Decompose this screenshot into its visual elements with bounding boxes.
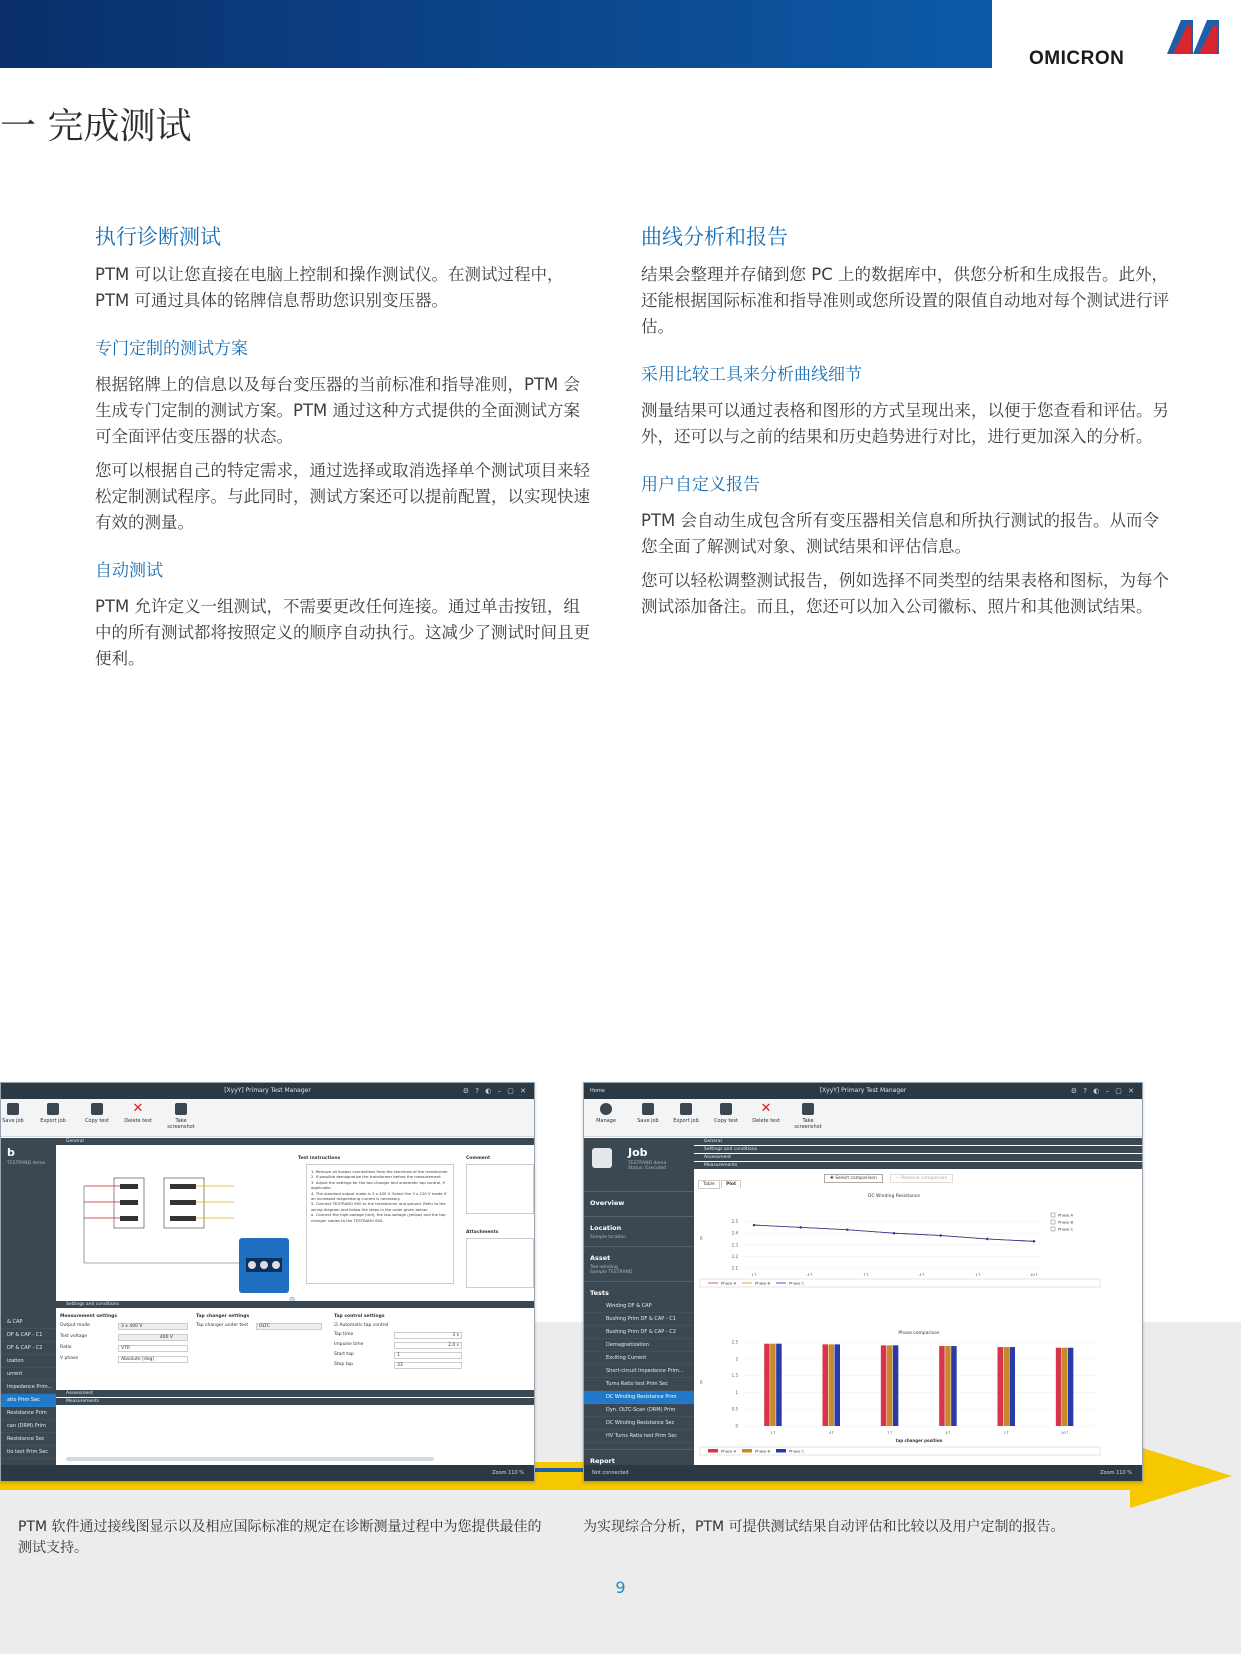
sidebar-test-item[interactable]: DF & CAP - C2: [1, 1342, 56, 1355]
wiring-diagram: [64, 1148, 304, 1308]
test-item[interactable]: Turns Ratio test Prim Sec: [584, 1378, 694, 1391]
setting-row[interactable]: Ratio VTR: [60, 1345, 200, 1356]
sidebar-test-item[interactable]: Impedance Prim...: [1, 1381, 56, 1394]
window-controls-icon[interactable]: ⚙ ? ◐ – ▢ ✕: [462, 1087, 528, 1095]
paragraph: 根据铭牌上的信息以及每台变压器的当前标准和指导准则，PTM 会生成专门定制的测试方案。PTM 通过这种方式提供的全面测试方案可全面评估变压器的状态。: [95, 375, 581, 446]
instruction-item: a. Connect the high-voltage (red), the low-voltage (yellow) and the tap changer cables to the TESTRANO 600.: [311, 1212, 446, 1223]
setting-row[interactable]: Impulse time 2.0 s: [334, 1342, 464, 1352]
toolbar: [1, 1099, 534, 1137]
bar: [764, 1344, 770, 1426]
subsection-heading: 专门定制的测试方案: [95, 339, 248, 359]
tap-changer-settings: [196, 1314, 326, 1334]
section-heading: 执行诊断测试: [95, 225, 221, 249]
data-point: [846, 1229, 848, 1231]
page-title: 一 完成测试: [0, 106, 192, 147]
chart-title: Phase comparison: [898, 1331, 940, 1336]
measurement-settings: [60, 1314, 200, 1367]
instruction-item: 2. If possible demagnetize the transformer before the measurement.: [311, 1174, 442, 1180]
comment-label: Comment: [466, 1156, 491, 1161]
y-tick-label: 2.3: [731, 1242, 738, 1248]
setting-row[interactable]: Tap time 3 s: [334, 1332, 464, 1342]
sidebar-job-sub: TESTRANO demo: [628, 1161, 667, 1166]
chart-title: DC Winding Resistance: [868, 1194, 920, 1199]
connection-status: Not connected: [592, 1470, 629, 1476]
horizontal-scrollbar[interactable]: [66, 1457, 434, 1461]
test-item[interactable]: Dyn. OLTC-Scan (DRM) Prim: [584, 1404, 694, 1417]
sidebar-job-status: Status: Executed: [628, 1166, 667, 1171]
zoom-level[interactable]: Zoom 110 %: [492, 1470, 524, 1476]
subsection-heading: 自动测试: [95, 561, 163, 581]
paragraph: 您可以根据自己的特定需求，通过选择或取消选择单个测试项目来轻松定制测试程序。与此同时，测试方案还可以提前配置，以实现快速有效的测量。: [95, 461, 590, 532]
legend-checkbox-icon: [1051, 1213, 1055, 1217]
x-tick-label: 1↑: [975, 1272, 981, 1277]
paragraph: PTM 可以让您直接在电脑上控制和操作测试仪。在测试过程中，PTM 可通过具体的铭牌信息帮助您识别变压器。: [95, 265, 564, 310]
camera-icon: [802, 1103, 814, 1115]
sidebar-test-item-selected[interactable]: atio Prim Sec: [1, 1394, 56, 1407]
legend-swatch: [742, 1449, 752, 1453]
test-item-selected[interactable]: DC Winding Resistance Prim: [584, 1391, 694, 1404]
section-general[interactable]: General: [56, 1138, 534, 1145]
x-tick-label: 10↑: [1060, 1430, 1069, 1435]
zoom-level[interactable]: Zoom 110 %: [1100, 1470, 1132, 1476]
copy-test-button[interactable]: Copy test: [706, 1103, 746, 1124]
save-icon: [7, 1103, 19, 1115]
y-tick-label: 0: [735, 1423, 738, 1429]
export-job-button[interactable]: Export job: [666, 1103, 706, 1124]
test-item[interactable]: Short-circuit Impedance Prim...: [584, 1365, 694, 1378]
legend-checkbox-icon: [1051, 1220, 1055, 1224]
sidebar: [584, 1138, 694, 1465]
y-tick-label: 2.5: [731, 1219, 738, 1225]
legend-label: Phase A: [721, 1448, 737, 1454]
section-measurements[interactable]: Measurements: [56, 1398, 534, 1405]
x-tick-label: 4↑: [828, 1430, 835, 1435]
copy-icon: [91, 1103, 103, 1115]
x-tick-label: 4↑: [945, 1430, 951, 1435]
legend-label: Phase A: [1058, 1212, 1074, 1218]
legend-label: Phase B: [755, 1280, 771, 1286]
bar: [770, 1344, 776, 1426]
x-tick-label: 1↑: [751, 1272, 757, 1277]
manage-button[interactable]: Manage: [586, 1103, 626, 1124]
section-settings[interactable]: Settings and conditions: [56, 1301, 534, 1308]
y-axis-label: R: [700, 1380, 703, 1385]
subsection-heading: 采用比较工具来分析曲线细节: [641, 365, 862, 385]
y-axis-label: R: [700, 1236, 703, 1241]
bar: [829, 1344, 835, 1426]
y-tick-label: 2.5: [731, 1339, 738, 1345]
toolbar: [584, 1099, 1142, 1137]
right-column: [641, 222, 1171, 628]
save-job-button[interactable]: Save job: [0, 1103, 33, 1124]
bar: [776, 1344, 782, 1426]
bar: [893, 1345, 899, 1426]
caption-left: PTM 软件通过接线图显示以及相应国际标准的规定在诊断测量过程中为您提供最佳的测试支持。: [18, 1519, 542, 1556]
measurement-settings-label: Measurement settings: [60, 1314, 118, 1319]
screenshot-results-plot: [583, 1082, 1143, 1482]
comment-field[interactable]: [466, 1164, 534, 1214]
delete-icon: ✕: [132, 1101, 144, 1116]
sidebar-test-item[interactable]: tio test Prim Sec: [1, 1446, 56, 1459]
take-screenshot-button[interactable]: Take screenshot: [788, 1103, 828, 1130]
left-column: [95, 222, 595, 680]
subsection-heading: 用户自定义报告: [641, 475, 760, 495]
bar: [998, 1347, 1004, 1426]
setting-row[interactable]: V phase Absolute (deg): [60, 1356, 200, 1367]
logo-wordmark: OMICRON: [1029, 48, 1125, 69]
bar: [835, 1344, 841, 1426]
section-assessment[interactable]: Assessment: [56, 1390, 534, 1397]
y-tick-label: 2.1: [731, 1265, 738, 1271]
bar: [1010, 1347, 1016, 1426]
setting-row[interactable]: Start tap 1: [334, 1352, 464, 1362]
legend-swatch: [708, 1449, 718, 1453]
test-item[interactable]: HV Turns Ratio test Prim Sec: [584, 1430, 694, 1443]
data-point: [1033, 1240, 1035, 1242]
bar: [1004, 1347, 1010, 1426]
tab-table[interactable]: Table: [698, 1180, 720, 1189]
sidebar-test-item[interactable]: Resistance Prim: [1, 1407, 56, 1420]
test-item[interactable]: Bushing Prim DF & CAP - C1: [584, 1313, 694, 1326]
legend-checkbox-icon: [1051, 1227, 1055, 1231]
instruction-item: 1. Remove all busbar connections from the terminals of the transformer.: [311, 1169, 449, 1174]
window-controls-icon[interactable]: ⚙ ? ◐ – ▢ ✕: [1070, 1087, 1136, 1095]
sidebar-job-title: Job: [628, 1146, 648, 1159]
logo-mark-icon: [1167, 20, 1219, 54]
setting-row[interactable]: Tap changer under test OLTC: [196, 1323, 326, 1334]
nav-report[interactable]: Report: [584, 1449, 694, 1468]
section-general[interactable]: General: [694, 1138, 1142, 1145]
section-settings[interactable]: Settings and conditions: [694, 1146, 1142, 1153]
sidebar-test-item[interactable]: DF & CAP - C1: [1, 1329, 56, 1342]
x-tick-label: 7↑: [887, 1430, 893, 1435]
instructions-list: [306, 1164, 454, 1284]
x-tick-label: 1↑: [1003, 1430, 1010, 1435]
test-item[interactable]: Demagnetization: [584, 1339, 694, 1352]
paragraph: PTM 会自动生成包含所有变压器相关信息和所执行测试的报告。从而令您全面了解测试对象、测试结果和评估信息。: [641, 511, 1160, 556]
legend-label: Phase C: [789, 1448, 805, 1454]
nav-asset-sub: Two-winding: [590, 1265, 618, 1270]
nav-location[interactable]: Location: [584, 1216, 694, 1235]
y-tick-label: 2: [735, 1356, 738, 1362]
setting-row[interactable]: Test voltage 400 V: [60, 1334, 200, 1345]
legend-label: Phase C: [1058, 1226, 1074, 1232]
screenshot-wiring-diagram: [0, 1082, 535, 1482]
copy-icon: [720, 1103, 732, 1115]
instruction-item: 3. Adjust the settings for the tap changer and automatic tap control, if applicable.: [311, 1179, 445, 1191]
bar: [951, 1346, 957, 1426]
bar: [945, 1346, 951, 1426]
test-item[interactable]: Exciting Current: [584, 1352, 694, 1365]
data-point: [986, 1238, 988, 1240]
window-title: [XyyY] Primary Test Manager: [224, 1087, 311, 1094]
take-screenshot-button[interactable]: Take screenshot: [161, 1103, 201, 1130]
save-job-button[interactable]: Save job: [628, 1103, 668, 1124]
header-band: [0, 0, 992, 68]
delete-test-button[interactable]: ✕ Delete test: [752, 1101, 780, 1124]
delete-test-button[interactable]: ✕ Delete test: [124, 1101, 152, 1124]
paragraph: 测量结果可以通过表格和图形的方式呈现出来，以便于您查看和评估。另外，还可以与之前的结果和历史趋势进行对比，进行更加深入的分析。: [641, 401, 1169, 446]
home-tab[interactable]: Home: [590, 1088, 605, 1094]
data-point: [799, 1226, 801, 1228]
tap-control-settings: [334, 1314, 464, 1372]
data-point: [753, 1224, 755, 1226]
nav-tests[interactable]: Tests: [584, 1281, 694, 1300]
paragraph: 您可以轻松调整测试报告，例如选择不同类型的结果表格和图标，为每个测试添加备注。而且，您还可以加入公司徽标、照片和其他测试结果。: [641, 571, 1169, 616]
instructions-label: Test instructions: [298, 1156, 341, 1161]
nav-asset-sub: Sample TESTRANO: [590, 1270, 633, 1275]
y-tick-label: 0.5: [731, 1406, 738, 1412]
bar: [939, 1346, 945, 1426]
legend-swatch: [776, 1449, 786, 1453]
attachments-field[interactable]: [466, 1238, 534, 1288]
bar: [1056, 1348, 1062, 1426]
status-bar: [1, 1465, 534, 1481]
sidebar-test-item[interactable]: Resistance Sec: [1, 1433, 56, 1446]
setting-row[interactable]: Output mode 3 x 400 V: [60, 1323, 200, 1334]
x-axis-label: tap changer position: [895, 1438, 943, 1443]
checkbox-row[interactable]: ☑ Automatic tap control: [334, 1323, 389, 1328]
remove-comparison-button[interactable]: − Remove comparison: [890, 1174, 953, 1183]
data-point: [939, 1234, 941, 1236]
select-comparison-button[interactable]: ✚ Select comparison: [824, 1174, 883, 1183]
bar: [881, 1345, 887, 1426]
result-tabs: [698, 1182, 741, 1187]
status-bar: [584, 1465, 1142, 1481]
setting-row[interactable]: Stop tap 33: [334, 1362, 464, 1372]
x-tick-label: 10↑: [1029, 1272, 1039, 1277]
legend-label: Phase A: [721, 1280, 737, 1286]
bar: [1062, 1348, 1068, 1426]
sidebar-job-title: b: [7, 1146, 15, 1159]
sidebar-test-item[interactable]: can (DRM) Prim: [1, 1420, 56, 1433]
tap-settings-label: Tap changer settings: [196, 1314, 250, 1319]
y-tick-label: 2.2: [731, 1253, 738, 1259]
export-job-button[interactable]: Export job: [33, 1103, 73, 1124]
section-measurements[interactable]: Measurements: [694, 1162, 1142, 1169]
window-titlebar: [1, 1083, 534, 1099]
bar: [887, 1345, 893, 1426]
main-content: [694, 1138, 1142, 1465]
y-tick-label: 1.5: [731, 1373, 738, 1379]
export-icon: [680, 1103, 692, 1115]
bar-chart: [694, 1326, 1134, 1461]
legend-label: Phase B: [755, 1448, 771, 1454]
legend-label: Phase B: [1058, 1219, 1074, 1225]
window-title: [XyyY] Primary Test Manager: [819, 1087, 907, 1094]
omicron-logo: [1029, 20, 1219, 70]
tab-plot[interactable]: Plot: [721, 1180, 741, 1188]
instruction-item: 5. Connect TESTRANO 600 to the transformer and ground. Refer to the wiring diagram and follow the steps in the order given below:: [311, 1201, 446, 1212]
bar: [823, 1344, 829, 1426]
test-item[interactable]: DC Winding Resistance Sec: [584, 1417, 694, 1430]
instruction-item: 4. The standard output mode is 3 x 400 V. Select the 3 x 120 V mode if an increased magnetizing current is necessary.: [311, 1190, 447, 1202]
x-tick-label: 7↑: [863, 1272, 869, 1277]
y-tick-label: 2.4: [731, 1230, 738, 1236]
paragraph: 结果会整理并存储到您 PC 上的数据库中，供您分析和生成报告。此外，还能根据国际标准和指导准则或您所设置的限值自动地对每个测试进行评估。: [641, 265, 1169, 336]
export-icon: [47, 1103, 59, 1115]
test-item[interactable]: Winding DF & CAP: [584, 1300, 694, 1313]
main-content: [56, 1138, 534, 1465]
data-point: [893, 1232, 895, 1234]
nav-location-sub: Sample location: [590, 1235, 627, 1240]
attachments-label: Attachments: [466, 1230, 499, 1235]
tap-control-label: Tap control settings: [334, 1314, 385, 1319]
legend-label: Phase C: [789, 1280, 805, 1286]
section-assessment[interactable]: Assessment: [694, 1154, 1142, 1161]
save-icon: [642, 1103, 654, 1115]
copy-test-button[interactable]: Copy test: [77, 1103, 117, 1124]
sidebar-test-item[interactable]: & CAP: [1, 1316, 56, 1329]
paragraph: PTM 允许定义一组测试，不需要更改任何连接。通过单击按钮，组中的所有测试都将按照定义的顺序自动执行。这减少了测试时间且更便利。: [95, 597, 590, 668]
x-tick-label: 4↑: [919, 1272, 925, 1277]
line-chart: [694, 1188, 1134, 1288]
caption-right: 为实现综合分析，PTM 可提供测试结果自动评估和比较以及用户定制的报告。: [583, 1519, 1065, 1535]
section-heading: 曲线分析和报告: [641, 225, 788, 249]
nav-asset[interactable]: Asset: [584, 1246, 694, 1265]
x-tick-label: 4↑: [807, 1272, 813, 1277]
page-number: 9: [615, 1578, 626, 1597]
window-titlebar: [584, 1083, 1142, 1099]
nav-overview[interactable]: Overview: [584, 1191, 694, 1210]
x-tick-label: 1↑: [770, 1430, 776, 1435]
test-item[interactable]: Bushing Prim DF & CAP - C2: [584, 1326, 694, 1339]
manage-icon: [600, 1103, 612, 1115]
camera-icon: [175, 1103, 187, 1115]
bar: [1068, 1348, 1074, 1426]
delete-icon: ✕: [760, 1101, 772, 1116]
sidebar: [1, 1138, 56, 1465]
y-tick-label: 1: [735, 1389, 738, 1395]
sidebar-job-sub: TESTRAND demo: [7, 1161, 46, 1166]
sidebar-test-item[interactable]: ization: [1, 1355, 56, 1368]
job-icon: [592, 1148, 612, 1168]
sidebar-test-item[interactable]: urrent: [1, 1368, 56, 1381]
